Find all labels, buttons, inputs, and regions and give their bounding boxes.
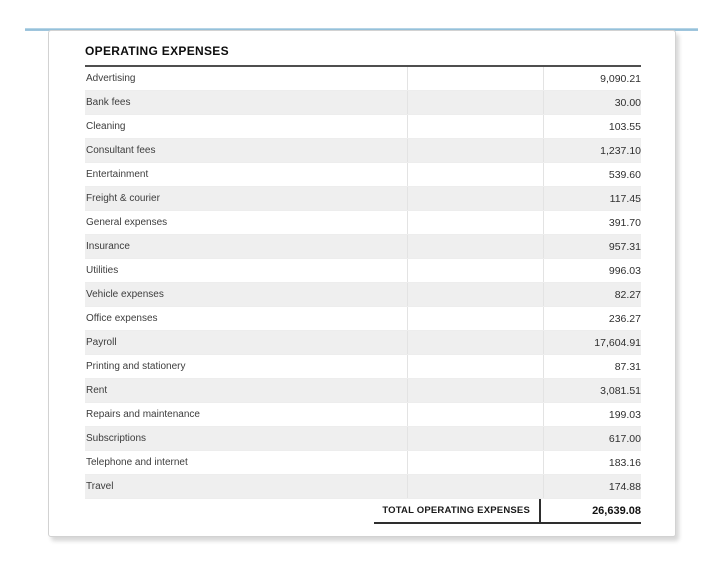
expense-label: Cleaning [86,121,126,132]
expense-label: Rent [86,385,108,396]
table-row [85,307,641,331]
expense-amount: 9,090.21 [543,67,641,90]
table-row [85,163,641,187]
empty-column-cell [407,187,543,210]
expense-amount: 82.27 [543,283,641,306]
total-row [85,499,641,524]
expense-label: Printing and stationery [86,361,186,372]
total-amount: 26,639.08 [592,504,641,517]
expense-label: Bank fees [86,97,131,108]
empty-column-cell [407,67,543,90]
expense-label: Consultant fees [86,145,156,156]
expense-amount: 957.31 [543,235,641,258]
empty-column-cell [407,91,543,114]
expense-amount: 1,237.10 [543,139,641,162]
empty-column-cell [407,139,543,162]
report-card [48,30,676,537]
expense-label: Subscriptions [86,433,147,444]
table-row [85,379,641,403]
table-row [85,403,641,427]
table-row [85,235,641,259]
total-label: TOTAL OPERATING EXPENSES [382,505,530,516]
expense-amount: 183.16 [543,451,641,474]
expense-table [85,67,641,499]
table-row [85,67,641,91]
table-row [85,115,641,139]
empty-column-cell [407,235,543,258]
empty-column-cell [407,307,543,330]
table-row [85,259,641,283]
empty-column-cell [407,283,543,306]
expense-label: Freight & courier [86,193,160,204]
expense-label: Travel [86,481,114,492]
expense-label: Office expenses [86,313,158,324]
expense-label: Repairs and maintenance [86,409,200,420]
empty-column-cell [407,379,543,402]
expense-amount: 199.03 [543,403,641,426]
empty-column-cell [407,475,543,498]
empty-column-cell [407,331,543,354]
empty-column-cell [407,427,543,450]
empty-column-cell [407,451,543,474]
expense-label: Advertising [86,73,136,84]
table-row [85,91,641,115]
expense-label: Entertainment [86,169,149,180]
expense-amount: 236.27 [543,307,641,330]
expense-amount: 87.31 [543,355,641,378]
expense-amount: 539.60 [543,163,641,186]
expense-amount: 174.88 [543,475,641,498]
empty-column-cell [407,115,543,138]
table-row [85,331,641,355]
table-row [85,355,641,379]
table-row [85,211,641,235]
expense-amount: 996.03 [543,259,641,282]
expense-amount: 30.00 [543,91,641,114]
table-row [85,475,641,499]
empty-column-cell [407,355,543,378]
table-row [85,283,641,307]
expense-amount: 103.55 [543,115,641,138]
table-row [85,187,641,211]
expense-label: General expenses [86,217,168,228]
expense-amount: 617.00 [543,427,641,450]
expense-label: Vehicle expenses [86,289,164,300]
expense-label: Insurance [86,241,130,252]
empty-column-cell [407,211,543,234]
expense-amount: 3,081.51 [543,379,641,402]
empty-column-cell [407,259,543,282]
expense-amount: 17,604.91 [543,331,641,354]
section-title: OPERATING EXPENSES [85,44,229,58]
total-section [374,499,641,524]
expense-label: Payroll [86,337,117,348]
table-row [85,139,641,163]
table-row [85,451,641,475]
empty-column-cell [407,403,543,426]
expense-amount: 391.70 [543,211,641,234]
expense-amount: 117.45 [543,187,641,210]
table-row [85,427,641,451]
expense-label: Utilities [86,265,119,276]
expense-label: Telephone and internet [86,457,188,468]
empty-column-cell [407,163,543,186]
